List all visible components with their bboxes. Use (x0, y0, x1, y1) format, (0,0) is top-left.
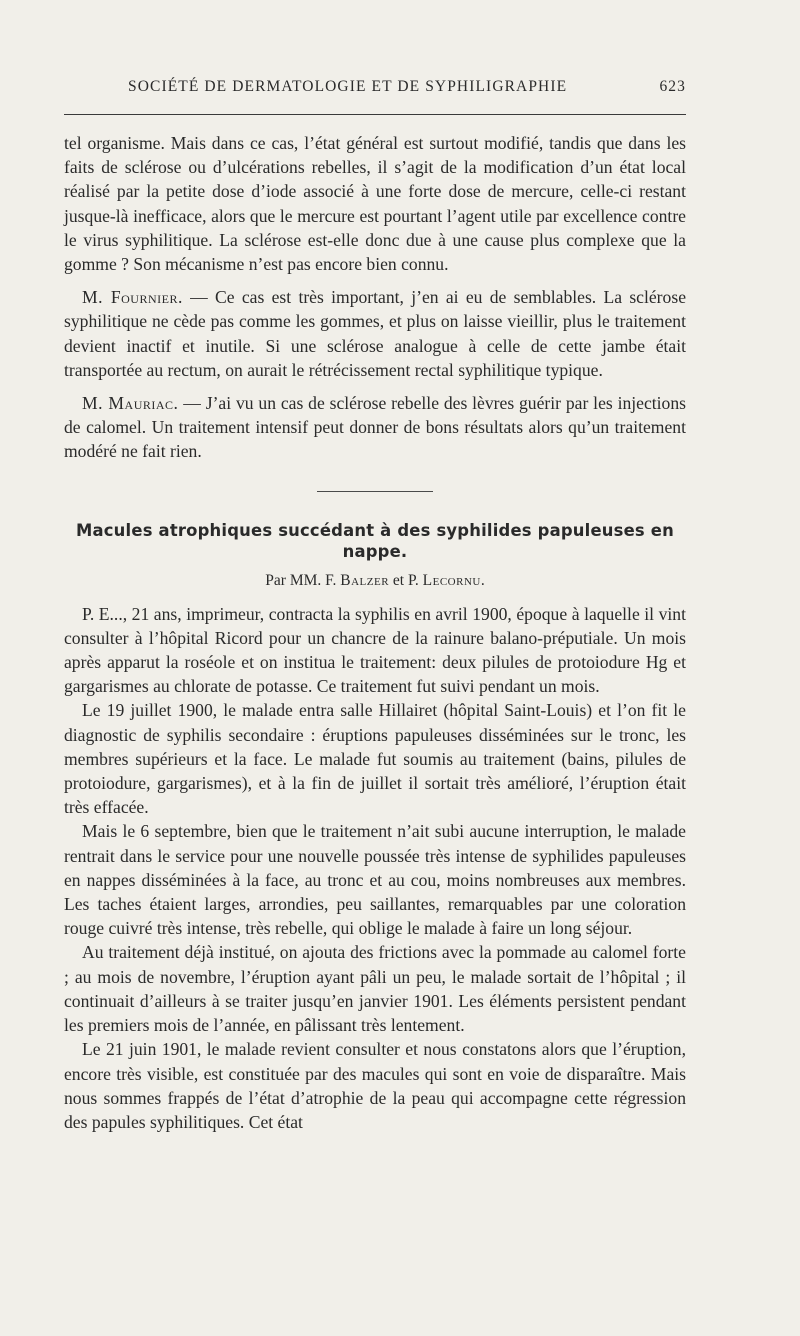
article-paragraph: Au traitement déjà institué, on ajouta des frictions avec la pommade au calomel forte ; au mois de novembre, l’éruption ayant pâli un peu, le malade sortait de l’hôpital ; il continuait d’ailleurs à se traiter jusqu’en janvier 1901. Les éléments persistent pendant les premiers mois de l’année, en pâlissant très lentement. (64, 942, 686, 1036)
author-name: Lecornu (422, 571, 481, 589)
article-paragraph: Le 19 juillet 1900, le malade entra salle Hillairet (hôpital Saint-Louis) et l’on fit le diagnostic de syphilis secondaire : éruptions papuleuses disséminées sur le tronc, les membres supérieurs et la face. Le malade fut soumis au traitement (bains, pilules de protoiodure, gargarismes), et à la fin de juillet il sortait très amélioré, l’éruption était très effacée. (64, 700, 686, 818)
speaker-name: M. Fournier. (82, 287, 183, 308)
discussion-paragraph (64, 285, 686, 382)
article-authors (64, 571, 686, 591)
speaker-remark: — J’ai vu un cas de sclérose rebelle des lèvres guérir par les injections de calomel. Un traitement intensif peut donner de bons résultats alors qu’un traitement modéré ne fait rien. (64, 393, 686, 462)
discussion-paragraph: tel organisme. Mais dans ce cas, l’état général est surtout modifié, tandis que dans les faits de sclérose ou d’ulcérations rebelles, il s’agit de la modification d’un état local réalisé par la petite dose d’iode associé à une forte dose de mercure, celle-ci restant jusque-là inefficace, alors que le mercure est pourtant l’agent utile par excellence contre le virus syphilitique. La sclérose est-elle donc due à une cause plus complexe que la gomme ? Son mécanisme n’est pas encore bien connu. (64, 133, 686, 275)
article-paragraph: Mais le 6 septembre, bien que le traitement n’ait subi aucune interruption, le malade rentrait dans le service pour une nouvelle poussée très intense de syphilides papuleuses en nappes disséminées à la face, au tronc et au cou, moins nombreuses aux membres. Les taches étaient larges, arrondies, peu saillantes, remarquables par une coloration rouge cuivré très intense, très rebelle, qui oblige le malade à faire un long séjour. (64, 821, 686, 939)
author-name: Balzer (340, 571, 390, 589)
speaker-remark: — Ce cas est très important, j’en ai eu de semblables. La sclérose syphilitique ne cède pas comme les gommes, et plus on laisse vieillir, plus le traitement devient inactif et inutile. Si une sclérose analogue à celle de cette jambe était transportée au rectum, on aurait le rétrécissement rectal syphilitique typique. (64, 287, 686, 380)
running-title: SOCIÉTÉ DE DERMATOLOGIE ET DE SYPHILIGRAPHIE (128, 78, 568, 95)
page-body (64, 131, 686, 1134)
section-separator (317, 491, 433, 492)
article-paragraph: Le 21 juin 1901, le malade revient consulter et nous constatons alors que l’éruption, encore très visible, est constituée par des macules qui sont en voie de disparaître. Mais nous sommes frappés de l’état d’atrophie de la peau qui accompagne cette régression des papules syphilitiques. Cet état (64, 1039, 686, 1132)
article-text (64, 602, 686, 1134)
article-title: Macules atrophiques succédant à des syphilides papuleuses en nappe. (76, 520, 674, 561)
page-number: 623 (659, 78, 686, 95)
authors-middle: et P. (389, 571, 423, 589)
article-paragraph: P. E..., 21 ans, imprimeur, contracta la syphilis en avril 1900, époque à laquelle il vint consulter à l’hôpital Ricord pour un chancre de la rainure balano-préputiale. Un mois après apparut la roséole et on institua le traitement: deux pilules de protoiodure Hg et gargarismes au chlorate de potasse. Ce traitement fut suivi pendant un mois. (64, 603, 686, 697)
authors-prefix: Par MM. F. (265, 571, 341, 589)
running-head (64, 78, 686, 100)
authors-suffix: . (480, 571, 485, 589)
header-rule (64, 114, 686, 115)
discussion-paragraph (64, 391, 686, 464)
speaker-name: M. Mauriac. (82, 393, 179, 414)
